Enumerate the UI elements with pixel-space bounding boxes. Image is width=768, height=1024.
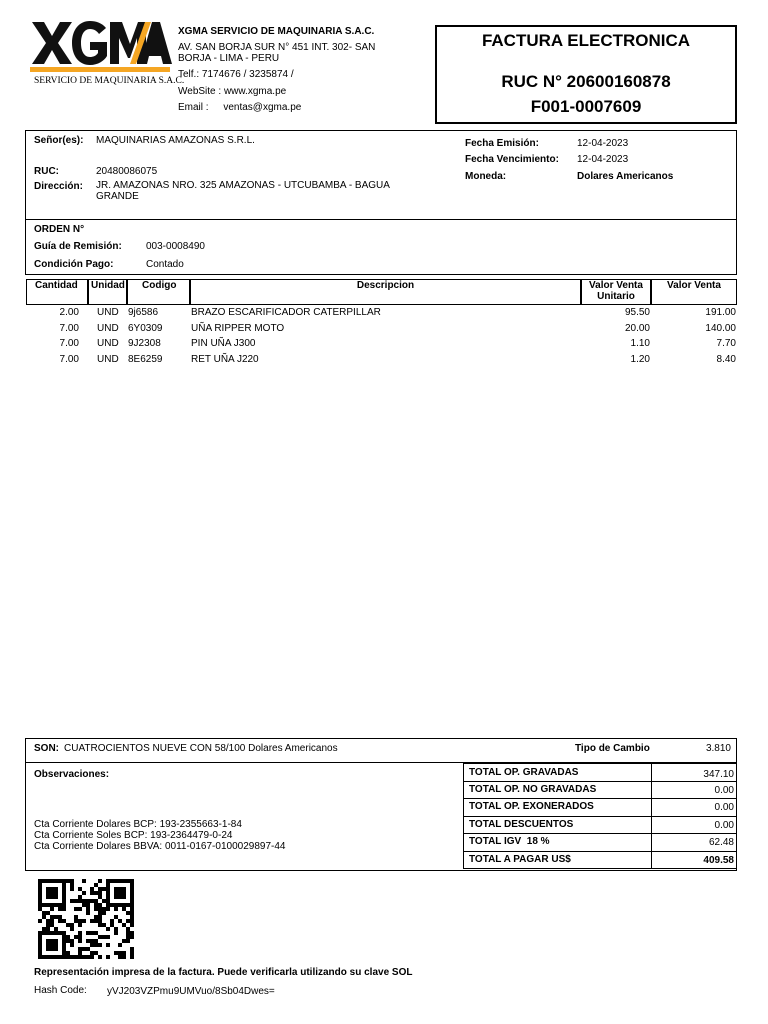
row-4-valor-venta: 8.40	[716, 353, 736, 365]
senor-label: Señor(es):	[34, 135, 84, 146]
total-label-cell-5	[463, 833, 652, 852]
row-1-valor-venta: 191.00	[705, 307, 736, 318]
row-1-cantidad: 2.00	[59, 307, 79, 318]
total-value-cell-4	[651, 816, 737, 835]
ruc-value: 20480086075	[96, 166, 158, 177]
logo-subtitle: SERVICIO DE MAQUINARIA S.A.C.	[34, 76, 185, 86]
guia-value: 003-0008490	[146, 241, 205, 252]
total-label-1: TOTAL OP. GRAVADAS	[469, 767, 579, 778]
th-unidad	[88, 279, 127, 305]
row-2-unidad: UND	[97, 322, 119, 334]
row-1-unidad: UND	[97, 307, 119, 318]
xgma-logo-mark	[28, 18, 172, 68]
company-address-line2: BORJA - LIMA - PERU	[178, 53, 280, 64]
cuentas-list	[34, 819, 285, 852]
row-4-unidad: UND	[97, 353, 119, 365]
total-label-2: TOTAL OP. NO GRAVADAS	[469, 783, 597, 795]
company-email-row	[178, 102, 301, 113]
fecha-venc-value: 12-04-2023	[577, 154, 629, 165]
order-box	[25, 219, 737, 275]
company-website: WebSite : www.xgma.pe	[178, 86, 287, 97]
condicion-value: Contado	[146, 259, 184, 270]
total-value-cell-2	[651, 781, 737, 800]
qr-code	[38, 879, 134, 959]
row-1-codigo: 9j6586	[128, 307, 159, 318]
observaciones-label: Observaciones:	[34, 769, 110, 780]
moneda-label: Moneda:	[465, 171, 507, 182]
row-1-descripcion: BRAZO ESCARIFICADOR CATERPILLAR	[191, 307, 381, 318]
senor-value: MAQUINARIAS AMAZONAS S.R.L.	[96, 135, 255, 146]
company-email: ventas@xgma.pe	[223, 102, 302, 113]
th-valor-unitario-line1: Valor Venta	[589, 280, 643, 291]
tipo-cambio-label: Tipo de Cambio	[575, 743, 650, 754]
direccion-value	[96, 180, 390, 202]
company-address-line1: AV. SAN BORJA SUR N° 451 INT. 302- SAN	[178, 42, 376, 53]
invoice-ruc: RUC N° 20600160878	[501, 72, 671, 91]
guia-label: Guía de Remisión:	[34, 241, 122, 252]
fecha-emision-value: 12-04-2023	[577, 138, 629, 149]
logo-orange-bar	[30, 67, 170, 72]
th-valor-unitario-line2: Unitario	[597, 291, 635, 302]
invoice-number: F001-0007609	[530, 97, 642, 116]
row-3-unidad: UND	[97, 338, 119, 349]
direccion-label: Dirección:	[34, 181, 83, 192]
qr-code-image	[38, 879, 134, 959]
ruc-label: RUC:	[34, 166, 59, 177]
representacion-text: Representación impresa de la factura. Puede verificarla utilizando su clave SOL	[34, 967, 413, 978]
row-3-valor-unitario: 1.10	[630, 338, 650, 349]
th-codigo-label: Codigo	[142, 280, 177, 291]
total-value-4: 0.00	[714, 819, 734, 831]
total-value-cell-3	[651, 798, 737, 817]
direccion-line1: JR. AMAZONAS NRO. 325 AMAZONAS - UTCUBAMBA - BAGUA	[96, 180, 390, 191]
invoice-id-box	[435, 25, 737, 124]
row-2-valor-venta: 140.00	[705, 322, 736, 334]
son-label: SON:	[34, 743, 59, 754]
row-4-cantidad: 7.00	[59, 353, 79, 365]
total-value-5: 62.48	[708, 837, 734, 848]
row-1-valor-unitario: 95.50	[624, 307, 650, 318]
tipo-cambio-value: 3.810	[705, 743, 731, 754]
row-2-valor-unitario: 20.00	[624, 322, 650, 334]
invoice-title: FACTURA ELECTRONICA	[481, 31, 691, 50]
th-descripcion	[190, 279, 581, 305]
condicion-label: Condición Pago:	[34, 259, 114, 270]
company-email-label: Email :	[178, 102, 209, 113]
total-label-6: TOTAL A PAGAR US$	[469, 853, 571, 865]
th-descripcion-label: Descripcion	[356, 280, 415, 291]
total-value-3: 0.00	[714, 802, 734, 813]
total-value-6: 409.58	[703, 854, 734, 866]
cuenta-line-1: Cta Corriente Dolares BCP: 193-2355663-1-84	[34, 819, 242, 830]
th-valor-venta	[651, 279, 737, 305]
total-label-4: TOTAL DESCUENTOS	[469, 818, 574, 830]
row-2-descripcion: UÑA RIPPER MOTO	[191, 322, 285, 334]
total-label-cell-1	[463, 763, 652, 782]
company-name: XGMA SERVICIO DE MAQUINARIA S.A.C.	[178, 26, 375, 37]
cuenta-line-3: Cta Corriente Dolares BBVA: 0011-0167-0100029897-44	[34, 841, 286, 852]
row-4-codigo: 8E6259	[128, 353, 163, 365]
company-phone: Telf.: 7174676 / 3235874 /	[178, 69, 294, 80]
th-valor-venta-label: Valor Venta	[667, 280, 721, 291]
fecha-emision-label: Fecha Emisión:	[465, 138, 539, 149]
fecha-venc-label: Fecha Vencimiento:	[465, 154, 559, 165]
th-codigo	[127, 279, 190, 305]
orden-label: ORDEN N°	[34, 224, 85, 235]
th-valor-unitario-label	[582, 280, 650, 302]
total-label-cell-4	[463, 816, 652, 835]
hash-label: Hash Code:	[34, 985, 87, 996]
total-value-2: 0.00	[714, 784, 734, 796]
son-value: CUATROCIENTOS NUEVE CON 58/100 Dolares Americanos	[64, 743, 338, 754]
total-value-1: 347.10	[703, 769, 734, 780]
row-2-codigo: 6Y0309	[128, 322, 163, 334]
total-value-cell-5	[651, 833, 737, 852]
total-label-cell-3	[463, 798, 652, 817]
row-2-cantidad: 7.00	[59, 322, 79, 334]
th-unidad-label: Unidad	[91, 280, 125, 291]
total-label-cell-6	[463, 851, 652, 869]
row-4-descripcion: RET UÑA J220	[191, 353, 259, 365]
total-label-3: TOTAL OP. EXONERADOS	[469, 801, 594, 812]
direccion-line2: GRANDE	[96, 191, 139, 202]
row-3-descripcion: PIN UÑA J300	[191, 338, 256, 349]
total-value-cell-6	[651, 851, 737, 869]
row-4-valor-unitario: 1.20	[630, 353, 650, 365]
total-label-5: TOTAL IGV 18 %	[469, 836, 550, 847]
th-valor-unitario	[581, 279, 651, 305]
row-3-valor-venta: 7.70	[716, 338, 736, 349]
total-value-cell-1	[651, 763, 737, 782]
th-cantidad	[26, 279, 88, 305]
company-address	[178, 42, 375, 64]
th-cantidad-label: Cantidad	[35, 280, 78, 291]
cuenta-line-2: Cta Corriente Soles BCP: 193-2364479-0-24	[34, 830, 233, 841]
hash-value: yVJ203VZPmu9UMVuo/8Sb04Dwes=	[107, 986, 275, 997]
row-3-cantidad: 7.00	[59, 338, 79, 349]
company-logo	[28, 18, 185, 94]
row-3-codigo: 9J2308	[128, 338, 161, 349]
moneda-value: Dolares Americanos	[577, 171, 674, 182]
total-label-cell-2	[463, 781, 652, 800]
